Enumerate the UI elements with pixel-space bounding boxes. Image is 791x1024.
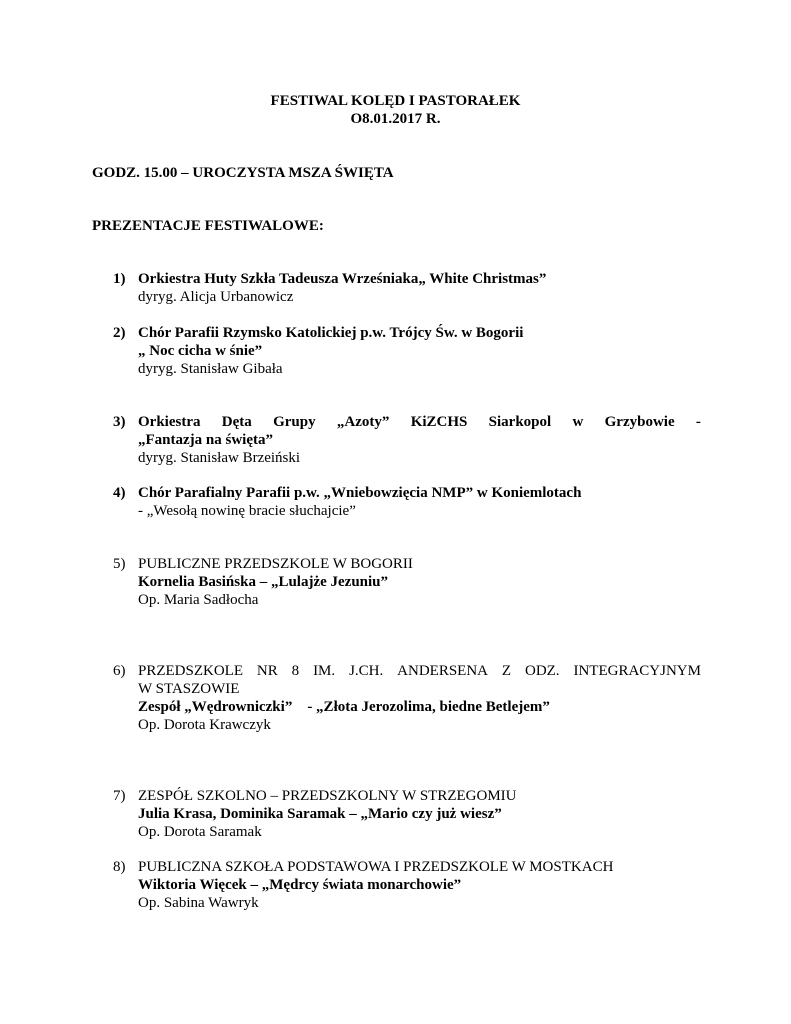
entry-song: „ Noc cicha w śnie” (138, 343, 263, 359)
entry-number: 2) (113, 325, 126, 341)
entry-performer: Julia Krasa, Dominika Saramak – „Mario czy już wiesz” (138, 806, 502, 822)
entry-performer: Kornelia Basińska – „Lulajże Jezuniu” (138, 574, 389, 590)
entry-number: 3) (113, 414, 126, 430)
entry-3 (113, 413, 701, 467)
entry-performer: Zespół „Wędrowniczki” - „Złota Jerozolima, biedne Betlejem” (138, 699, 550, 715)
entry-tutor: Op. Dorota Krawczyk (138, 717, 271, 733)
entry-tutor: Op. Maria Sadłocha (138, 592, 259, 608)
entry-song: - „Wesołą nowinę bracie słuchajcie” (138, 503, 356, 519)
entry-institution: PRZEDSZKOLE NR 8 IM. J.CH. ANDERSENA Z ODZ. INTEGRACYJNYM (138, 663, 701, 679)
entry-1 (113, 270, 701, 306)
entry-2 (113, 324, 701, 378)
entry-tutor: Op. Dorota Saramak (138, 824, 262, 840)
entry-ensemble: Orkiestra Dęta Grupy „Azoty” KiZCHS Siarkopol w Grzybowie - (138, 414, 701, 430)
entry-institution: PUBLICZNA SZKOŁA PODSTAWOWA I PRZEDSZKOLE W MOSTKACH (138, 859, 614, 875)
entry-ensemble: Orkiestra Huty Szkła Tadeusza Wrześniaka„ White Christmas” (138, 271, 547, 287)
entry-song: „Fantazja na święta” (138, 432, 273, 448)
entry-7 (113, 787, 701, 841)
section-heading: PREZENTACJE FESTIWALOWE: (92, 218, 324, 234)
festival-date: O8.01.2017 R. (350, 111, 441, 127)
entry-number: 4) (113, 485, 126, 501)
entry-number: 1) (113, 271, 126, 287)
entry-conductor: dyryg. Stanisław Gibała (138, 361, 283, 377)
entry-4 (113, 484, 701, 520)
entry-number: 8) (113, 859, 126, 875)
entry-number: 6) (113, 663, 126, 679)
festival-title: FESTIWAL KOLĘD I PASTORAŁEK (270, 93, 521, 109)
entry-6 (113, 662, 701, 734)
entry-conductor: dyryg. Stanisław Brzeiński (138, 450, 301, 466)
entry-ensemble: Chór Parafii Rzymsko Katolickiej p.w. Trójcy Św. w Bogorii (138, 325, 524, 341)
mass-heading: GODZ. 15.00 – UROCZYSTA MSZA ŚWIĘTA (92, 165, 394, 181)
entry-institution-city: W STASZOWIE (138, 681, 240, 697)
entry-ensemble: Chór Parafialny Parafii p.w. „Wniebowzięcia NMP” w Koniemlotach (138, 485, 582, 501)
entry-institution: PUBLICZNE PRZEDSZKOLE W BOGORII (138, 556, 413, 572)
entry-number: 5) (113, 556, 126, 572)
entry-performer: Wiktoria Więcek – „Mędrcy świata monarchowie” (138, 877, 462, 893)
entry-tutor: Op. Sabina Wawryk (138, 895, 259, 911)
entry-8 (113, 858, 701, 912)
entry-institution: ZESPÓŁ SZKOLNO – PRZEDSZKOLNY W STRZEGOMIU (138, 788, 517, 804)
entry-number: 7) (113, 788, 126, 804)
entry-conductor: dyryg. Alicja Urbanowicz (138, 289, 294, 305)
entry-5 (113, 555, 701, 609)
